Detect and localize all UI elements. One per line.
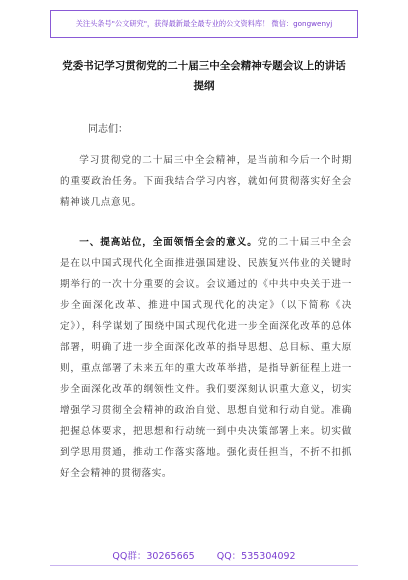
greeting: 同志们： [88,124,128,135]
footer [0,548,408,562]
section-body: 党的二十届三中全会是在以中国式现代化全面推进强国建设、民族复兴伟业的关键时期举行的一次十分重要的会议。会议通过的《中共中央关于进一步全面深化改革、推进中国式现代化的决定》（以下简称《决定》），科学谋划了围绕中国式现代化进一步全面深化改革的总体部署，明确了进一步全面深化改革的指导思想、总目标、重大原则，重点部署了未来五年的重大改革举措，是指导新征程上进一步全面深化改革的纲领性文件。我们要深刻认识重大意义，切实增强学习贯彻全会精神的政治自觉、思想自觉和行动自觉。准确把握总体要求，把思想和行动统一到中央决策部署上来。切实做到学思用贯通，推动工作落实落地。强化责任担当，不折不扣抓好全会精神的贯彻落实。 [60,237,352,479]
header-banner-text: 关注头条号"公文研究"，获得最新最全最专业的公文资料库！ 微信：gongwenyj [75,19,333,28]
footer-qq-group: QQ群：30265665 [112,551,195,562]
header-banner [50,10,358,38]
paragraph-section-1 [60,232,352,484]
paragraph-intro: 学习贯彻党的二十届三中全会精神，是当前和今后一个时期的重要政治任务。下面我结合学习内容，就如何贯彻落实好全会精神谈几点意见。 [60,155,352,208]
footer-qq: QQ：535304092 [216,551,296,562]
section-heading: 一、提高站位，全面领悟全会的意义。 [79,237,258,248]
footer-divider [50,565,358,566]
document-title: 党委书记学习贯彻党的二十届三中全会精神专题会议上的讲话提纲 [62,60,346,92]
